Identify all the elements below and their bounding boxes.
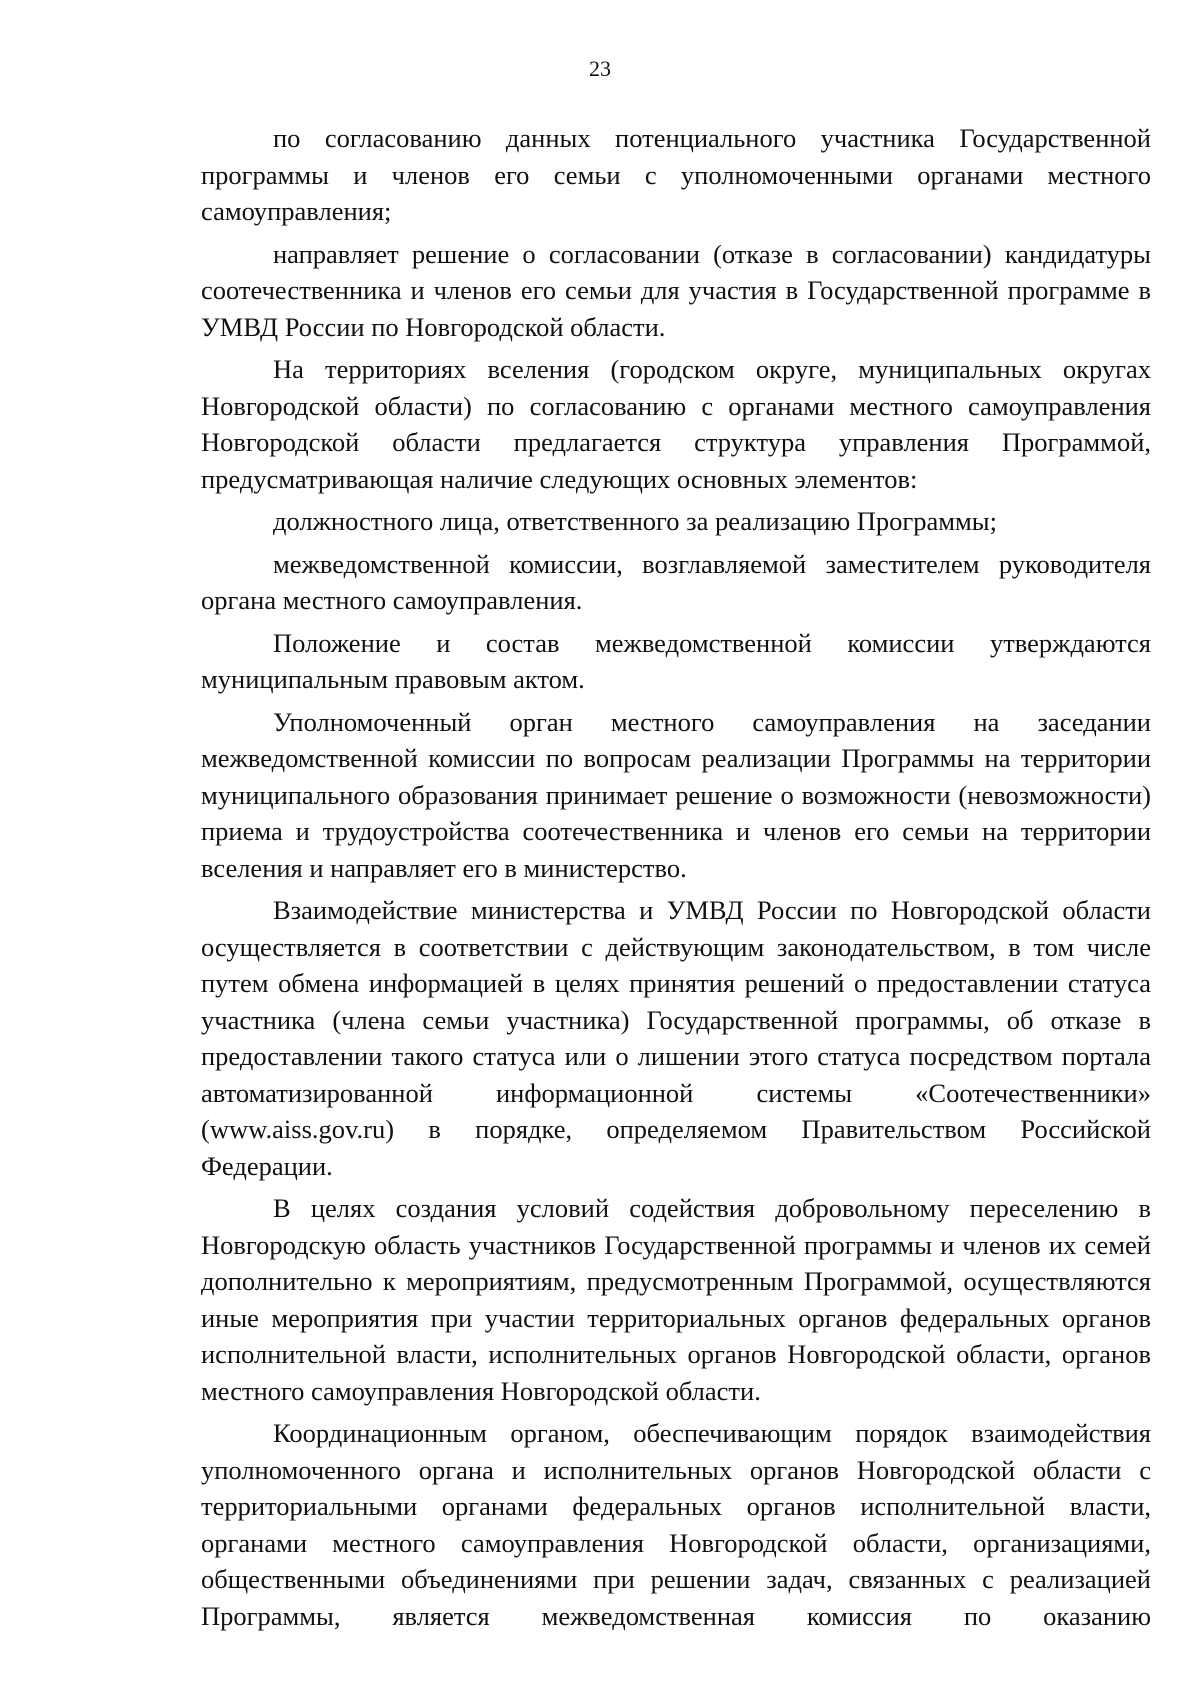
document-body	[201, 120, 1151, 1640]
paragraph: В целях создания условий содействия добровольному переселению в Новгородскую область участников Государственной программы и членов их семей дополнительно к мероприятиям, предусмотренным Программой, осуществляются иные мероприятия при участии территориальных органов федеральных органов исполнительной власти, исполнительных органов Новгородской области, органов местного самоуправления Новгородской области.	[201, 1193, 1151, 1406]
page-number: 23	[589, 56, 611, 81]
paragraph: Уполномоченный орган местного самоуправления на заседании межведомственной комиссии по вопросам реализации Программы на территории муниципального образования принимает решение о возможности (невозможности) приема и трудоустройства соотечественника и членов его семьи на территории вселения и направляет его в министерство.	[201, 706, 1151, 883]
paragraph: На территориях вселения (городском округе, муниципальных округах Новгородской области) по согласованию с органами местного самоуправления Новгородской области предлагается структура управления Программой, предусматривающая наличие следующих основных элементов:	[201, 354, 1151, 494]
paragraph: Положение и состав межведомственной комиссии утверждаются муниципальным правовым актом.	[201, 627, 1151, 694]
paragraph: направляет решение о согласовании (отказе в согласовании) кандидатуры соотечественника и членов его семьи для участия в Государственной программе в УМВД России по Новгородской области.	[201, 238, 1151, 342]
paragraph: по согласованию данных потенциального участника Государственной программы и членов его семьи с уполномоченными органами местного самоуправления;	[201, 123, 1151, 226]
paragraph: Координационным органом, обеспечивающим порядок взаимодействия уполномоченного органа и исполнительных органов Новгородской области с территориальными органами федеральных органов исполнительной власти, органами местного самоуправления Новгородской области, организациями, общественными объединениями при решении задач, связанных с реализацией Программы, является межведомственная комиссия по оказанию	[201, 1418, 1151, 1631]
paragraph: межведомственной комиссии, возглавляемой заместителем руководителя органа местного самоуправления.	[201, 548, 1151, 615]
paragraph: Взаимодействие министерства и УМВД России по Новгородской области осуществляется в соответствии с действующим законодательством, в том числе путем обмена информацией в целях принятия решений о предоставлении статуса участника (члена семьи участника) Государственной программы, об отказе в предоставлении такого статуса или о лишении этого статуса посредством портала автоматизированной информационной системы «Соотечественники» (www.aiss.gov.ru) в порядке, определяемом Правительством Российской Федерации.	[201, 895, 1151, 1181]
paragraph: должностного лица, ответственного за реализацию Программы;	[273, 506, 997, 536]
